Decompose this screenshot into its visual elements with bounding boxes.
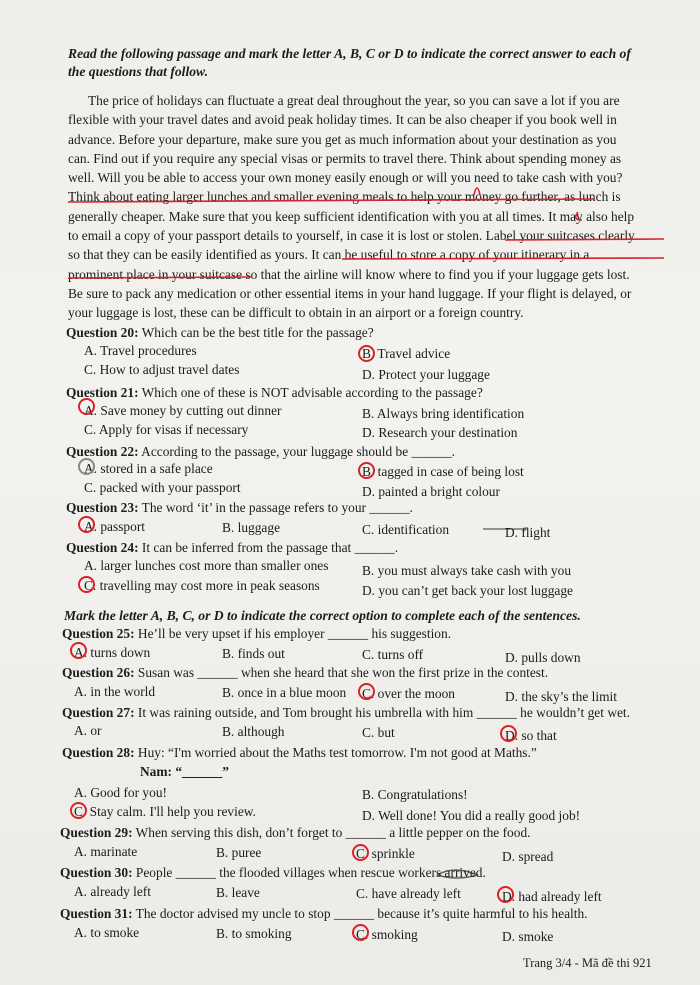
question-number: Question 26: bbox=[62, 665, 135, 680]
option-a[interactable]: A. turns down bbox=[74, 645, 151, 660]
option-d[interactable]: D. Protect your luggage bbox=[362, 367, 490, 382]
passage-line: your luggage is lost, these can be difficult to obtain in an airport or a foreign country. bbox=[68, 305, 524, 321]
question-23 bbox=[66, 499, 413, 517]
underline-mark bbox=[342, 258, 664, 259]
answer-circle bbox=[78, 398, 95, 415]
passage-line: so that they can be easily identified as yours. It can be useful to store a copy of your itinerary in a bbox=[68, 247, 590, 263]
question-number: Question 20: bbox=[66, 325, 139, 340]
option-c[interactable]: C. have already left bbox=[356, 886, 461, 901]
option-d[interactable]: D. smoke bbox=[502, 929, 554, 944]
question-text: When serving this dish, don’t forget to ______ a little pepper on the food. bbox=[135, 825, 531, 840]
option-a[interactable]: A. marinate bbox=[74, 844, 138, 859]
question-number: Question 28: bbox=[62, 745, 135, 760]
option-b[interactable]: B. Travel advice bbox=[362, 346, 451, 361]
option-a[interactable]: A. Good for you! bbox=[74, 785, 167, 800]
option-c[interactable]: C. Apply for visas if necessary bbox=[84, 422, 249, 437]
question-number: Question 24: bbox=[66, 540, 139, 555]
option-a[interactable]: A. Travel procedures bbox=[84, 343, 197, 358]
question-number: Question 30: bbox=[60, 865, 133, 880]
option-c[interactable]: C. Stay calm. I'll help you review. bbox=[74, 804, 256, 819]
passage-line: to email a copy of your passport details to yourself, in case it is lost or stolen. Label your suitcases clearly bbox=[68, 228, 635, 244]
passage-line: The price of holidays can fluctuate a great deal throughout the year, so you can save a lot if you are bbox=[88, 93, 620, 108]
underline-mark bbox=[68, 199, 594, 202]
option-d[interactable]: D. you can’t get back your lost luggage bbox=[362, 583, 573, 598]
option-d[interactable]: D. painted a bright colour bbox=[362, 484, 500, 499]
pen-scribble bbox=[474, 188, 480, 195]
question-number: Question 29: bbox=[60, 825, 133, 840]
option-d[interactable]: D. so that bbox=[505, 728, 557, 743]
option-b[interactable]: B. once in a blue moon bbox=[222, 685, 347, 700]
option-b[interactable]: B. you must always take cash with you bbox=[362, 563, 572, 578]
instruction-heading-2: Mark the letter A, B, C, or D to indicate the correct option to complete each of the sentences. bbox=[64, 608, 581, 623]
option-d[interactable]: D. the sky’s the limit bbox=[505, 689, 617, 704]
passage-line-underlined: Think about eating larger lunches and smaller evening meals to help your money go further, as lunch is bbox=[68, 189, 621, 205]
option-b[interactable]: B. although bbox=[222, 724, 285, 739]
option-a[interactable]: A. passport bbox=[84, 519, 145, 534]
answer-circle bbox=[70, 802, 87, 819]
answer-circle bbox=[358, 683, 375, 700]
option-c[interactable]: C. How to adjust travel dates bbox=[84, 362, 240, 377]
pen-scribble bbox=[576, 212, 582, 220]
instruction-heading-line1: Read the following passage and mark the letter A, B, C or D to indicate the correct answer to each of bbox=[68, 46, 631, 61]
option-a[interactable]: A. in the world bbox=[74, 684, 156, 699]
question-24 bbox=[66, 539, 398, 557]
option-a[interactable]: A. Save money by cutting out dinner bbox=[84, 403, 282, 418]
question-31 bbox=[60, 905, 588, 923]
option-b[interactable]: B. leave bbox=[216, 885, 260, 900]
option-b[interactable]: B. Always bring identification bbox=[362, 406, 525, 421]
question-22 bbox=[66, 443, 455, 461]
option-d[interactable]: D. had already left bbox=[502, 889, 602, 904]
option-c[interactable]: C. packed with your passport bbox=[84, 480, 241, 495]
question-text: It can be inferred from the passage that ______. bbox=[141, 540, 399, 555]
option-d[interactable]: D. flight bbox=[505, 525, 551, 540]
question-28 bbox=[62, 744, 537, 762]
option-c[interactable]: C. identification bbox=[362, 522, 450, 537]
option-d[interactable]: D. spread bbox=[502, 849, 554, 864]
page-footer: Trang 3/4 - Mã đề thi 921 bbox=[523, 956, 652, 970]
question-number: Question 22: bbox=[66, 444, 139, 459]
option-b[interactable]: B. luggage bbox=[222, 520, 281, 535]
question-number: Question 27: bbox=[62, 705, 135, 720]
question-20 bbox=[66, 324, 374, 342]
answer-circle bbox=[78, 576, 95, 593]
option-a[interactable]: A. or bbox=[74, 723, 102, 738]
question-text: It was raining outside, and Tom brought his umbrella with him ______ he wouldn’t get wet. bbox=[137, 705, 631, 720]
instruction-heading-line2: the questions that follow. bbox=[68, 64, 208, 79]
answer-circle bbox=[358, 345, 375, 362]
answer-circle bbox=[358, 462, 375, 479]
option-b[interactable]: B. to smoking bbox=[216, 926, 292, 941]
question-number: Question 21: bbox=[66, 385, 139, 400]
question-text: Huy: “I'm worried about the Maths test tomorrow. I'm not good at Maths.” bbox=[137, 745, 537, 760]
answer-circle bbox=[500, 725, 517, 742]
question-30 bbox=[60, 864, 486, 882]
option-d[interactable]: D. Well done! You did a really good job! bbox=[362, 808, 581, 823]
question-text: He’ll be very upset if his employer ______ his suggestion. bbox=[137, 626, 452, 641]
option-a[interactable]: A. to smoke bbox=[74, 925, 140, 940]
option-b[interactable]: B. puree bbox=[216, 845, 262, 860]
dialogue-response: Nam: “______” bbox=[140, 764, 229, 779]
answer-circle bbox=[497, 886, 514, 903]
passage-line: prominent place in your suitcase so that the airline will know where to find you if your luggage gets lost. bbox=[68, 266, 630, 282]
question-text: According to the passage, your luggage should be ______. bbox=[141, 444, 456, 459]
question-text: The doctor advised my uncle to stop ______ because it’s quite harmful to his health. bbox=[135, 906, 588, 921]
option-c[interactable]: C. turns off bbox=[362, 647, 424, 662]
answer-circle bbox=[352, 924, 369, 941]
option-c[interactable]: C. smoking bbox=[356, 927, 418, 942]
question-text: People ______ the flooded villages when rescue workers arrived. bbox=[135, 865, 486, 880]
passage-line: generally cheaper. Make sure that you keep sufficient identification with you at all times. It may also help bbox=[68, 208, 635, 224]
option-a[interactable]: A. larger lunches cost more than smaller ones bbox=[84, 558, 329, 573]
question-26 bbox=[62, 664, 548, 682]
pencil-circle bbox=[78, 458, 95, 475]
option-c[interactable]: C. but bbox=[362, 725, 395, 740]
question-21 bbox=[66, 384, 483, 402]
passage-line: Be sure to pack any medication or other essential items in your hand luggage. If your flight is delayed, or bbox=[68, 285, 632, 301]
option-b[interactable]: B. Congratulations! bbox=[362, 787, 468, 802]
question-text: Which one of these is NOT advisable according to the passage? bbox=[141, 385, 483, 400]
question-29 bbox=[60, 824, 531, 842]
question-25 bbox=[62, 625, 451, 643]
answer-circle bbox=[352, 844, 369, 861]
question-27 bbox=[62, 704, 630, 722]
answer-circle bbox=[78, 516, 95, 533]
option-d[interactable]: D. Research your destination bbox=[362, 425, 518, 440]
question-number: Question 31: bbox=[60, 906, 133, 921]
underline-mark bbox=[68, 277, 252, 278]
question-text: The word ‘it’ in the passage refers to your ______. bbox=[141, 500, 413, 515]
underline-mark bbox=[505, 239, 664, 240]
passage-line: can. Find out if you require any special visas or permits to travel there. Think about spending money as bbox=[68, 150, 622, 166]
answer-circle bbox=[70, 642, 87, 659]
passage-line: advance. Before your departure, make sure you get as much information about your destination as you bbox=[68, 131, 617, 147]
option-c[interactable]: C. over the moon bbox=[362, 686, 455, 701]
question-number: Question 25: bbox=[62, 626, 135, 641]
question-number: Question 23: bbox=[66, 500, 139, 515]
option-d[interactable]: D. pulls down bbox=[505, 650, 581, 665]
option-a[interactable]: A. already left bbox=[74, 884, 151, 899]
option-a[interactable]: A. stored in a safe place bbox=[84, 461, 213, 476]
passage-line: flexible with your travel dates and avoid peak holiday times. It can be also cheaper if you book well in bbox=[68, 112, 617, 128]
option-c[interactable]: C. travelling may cost more in peak seasons bbox=[84, 578, 320, 593]
question-text: Susan was ______ when she heard that she won the first prize in the contest. bbox=[137, 665, 549, 680]
option-b[interactable]: B. tagged in case of being lost bbox=[362, 464, 524, 479]
question-text: Which can be the best title for the passage? bbox=[141, 325, 374, 340]
option-b[interactable]: B. finds out bbox=[222, 646, 285, 661]
option-c[interactable]: C. sprinkle bbox=[356, 846, 415, 861]
passage-line: well. Will you be able to access your own money easily enough or will you need to take cash with you? bbox=[68, 170, 623, 186]
